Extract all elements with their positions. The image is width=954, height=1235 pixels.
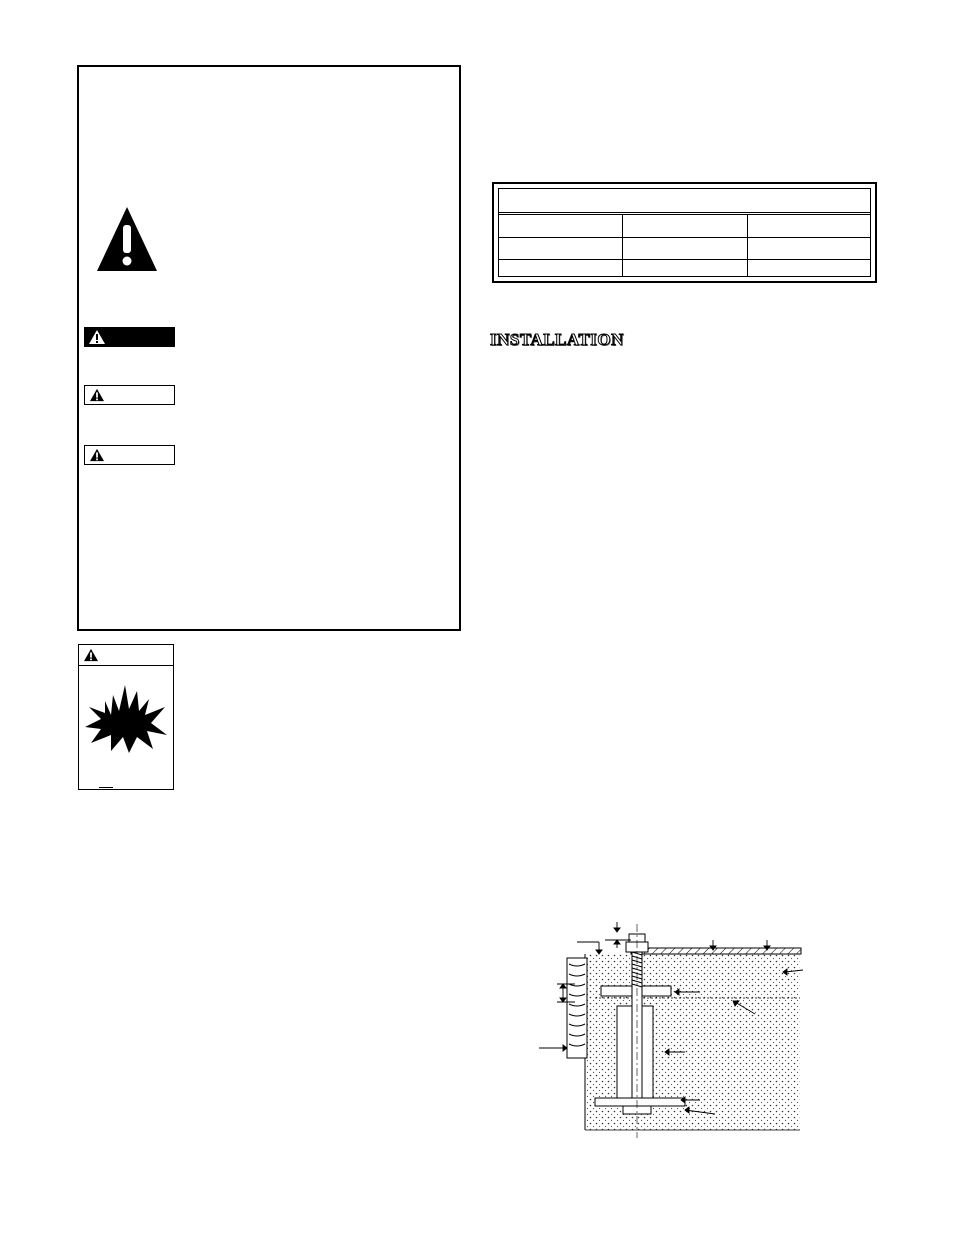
alert-triangle-icon (89, 448, 105, 462)
explosion-hazard-label (78, 644, 174, 790)
alert-triangle-icon (89, 388, 105, 402)
label-footer-rule (99, 787, 113, 788)
caution-signal-panel (84, 445, 175, 465)
table-header-rule (499, 212, 870, 215)
specification-table-grid (498, 188, 871, 277)
table-column-rule (747, 215, 748, 276)
specification-table (492, 182, 877, 283)
anchor-bolt-diagram (535, 918, 820, 1140)
table-row-rule (499, 259, 870, 260)
alert-triangle-icon (95, 205, 159, 273)
table-column-rule (622, 215, 623, 276)
base-plate (631, 948, 801, 954)
wooden-form (567, 958, 587, 1058)
safety-information-box (77, 65, 461, 631)
hazard-label-header (79, 645, 173, 666)
installation-heading: INSTALLATION (490, 330, 624, 349)
bottom-washer-plate (595, 1098, 685, 1106)
alert-triangle-icon (88, 329, 106, 345)
explosion-icon (83, 677, 169, 757)
danger-signal-panel (84, 327, 175, 347)
alert-triangle-icon (83, 648, 99, 662)
table-row-rule (499, 237, 870, 238)
warning-signal-panel (84, 385, 175, 405)
